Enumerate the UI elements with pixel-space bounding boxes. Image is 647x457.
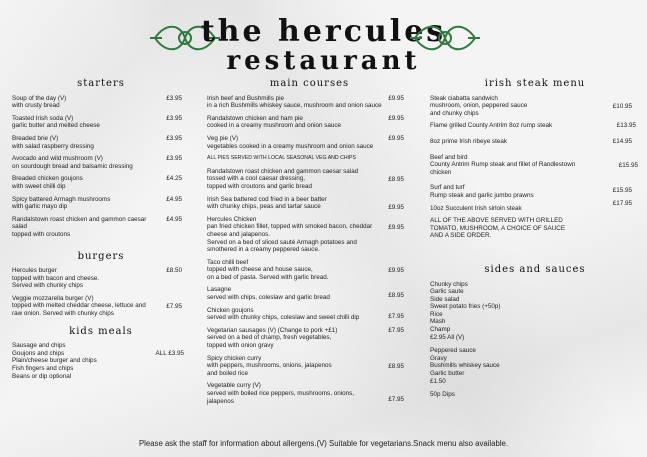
burgers-list — [12, 267, 190, 318]
main-courses-list — [207, 95, 412, 406]
restaurant-title-line1: the hercules — [200, 14, 447, 49]
starters-list — [12, 95, 190, 239]
menu-header — [0, 0, 647, 80]
starters-heading: starters — [77, 78, 125, 89]
right-column — [430, 80, 640, 405]
item-price: £8.95 — [388, 292, 404, 300]
item-price: £10.95 — [612, 102, 632, 110]
item-text: 10oz Succulent Irish sirloin steak — [430, 204, 522, 212]
item-price: £7.95 — [388, 312, 404, 320]
item-price: £3.95 — [166, 134, 182, 142]
menu-item — [207, 327, 412, 350]
item-text: Breaded brie (V) with salad raspberry dressing — [12, 134, 94, 150]
menu-item — [207, 286, 412, 301]
menu-item — [430, 95, 640, 118]
menu-item — [430, 138, 640, 146]
item-price: £3.95 — [166, 114, 182, 122]
menu-item — [12, 267, 190, 290]
item-text: Chicken goujons served with chunky chips, coleslaw and sweet chilli dip — [207, 306, 360, 322]
item-price: £14.95 — [612, 137, 632, 145]
item-text: Randalstown roast chicken and gammon caesar salad topped with croutons — [12, 215, 147, 238]
steak-list — [430, 95, 640, 213]
item-price: £9.95 — [388, 134, 404, 142]
allergen-footer: Please ask the staff for information about allergens.(V) Suitable for vegetarians.Snack menu also available. — [138, 439, 509, 448]
item-price: £7.95 — [388, 396, 404, 404]
menu-item — [207, 168, 412, 191]
item-price: £4.25 — [166, 175, 182, 183]
menu-item — [12, 196, 190, 211]
item-price: £9.95 — [388, 94, 404, 102]
celtic-knot-right-icon — [410, 18, 480, 58]
item-text: Irish Sea battered cod fried in a beer batter with chunky chips, peas and tartar sauce — [207, 195, 327, 211]
item-price: £4.95 — [166, 195, 182, 203]
menu-item — [207, 307, 412, 322]
item-text: Flame grilled County Antrim 8oz rump steak — [430, 122, 553, 130]
item-text: ALL PIES SERVED WITH LOCAL SEASONAL VEG AND CHIPS — [207, 155, 356, 162]
item-text: Soup of the day (V) with crusty bread — [12, 94, 67, 110]
item-text: Vegetable curry (V) served with boiled rice peppers, mushrooms, onions, jalapenos — [207, 382, 354, 405]
menu-item — [207, 382, 412, 405]
menu-item — [207, 259, 412, 282]
menu-item — [12, 175, 190, 190]
item-text: Beef and bird County Antrim Rump steak and fillet of Randlestown chicken — [430, 153, 576, 176]
menu-item — [207, 216, 412, 254]
item-text: Toasted Irish soda (V) garlic butter and melted cheese — [12, 114, 100, 130]
item-text: Surf and turf Rump steak and garlic jumbo prawns — [430, 184, 534, 199]
item-price: £9.95 — [388, 266, 404, 274]
menu-item — [207, 95, 412, 110]
steak-menu-heading: irish steak menu — [484, 78, 586, 89]
item-price: £3.95 — [166, 155, 182, 163]
item-text: Breaded chicken goujons with sweet chilli dip — [12, 175, 83, 190]
item-text: Randalstown roast chicken and gammon caesar salad tossed with a cool caesar dressing, topped with croutons and garlic bread — [207, 167, 359, 190]
menu-item — [430, 122, 640, 130]
sides-heading: sides and sauces — [484, 263, 586, 275]
menu-item — [430, 154, 640, 177]
item-price: £7.95 — [166, 302, 182, 310]
kids-meals-list: Sausage and chips Goujons and chips Plain/cheese burger and chips Fish fingers and chips Beans or dip optional — [12, 342, 97, 380]
pies-note — [207, 155, 412, 163]
item-price: £13.95 — [616, 122, 636, 130]
item-price: £9.95 — [388, 223, 404, 231]
item-text: Veggie mozzarella burger (V) topped with melted cheddar cheese, lettuce and raw onion. Served with chunky chips — [12, 294, 146, 318]
kids-meals-heading: kids meals — [69, 325, 133, 337]
kids-meals-price: ALL £3.95 — [155, 350, 184, 358]
item-price: £15.95 — [618, 161, 638, 169]
item-price: £8.95 — [388, 175, 404, 183]
item-text: 8oz prime Irish ribeye steak — [430, 137, 507, 145]
item-text: Veg pie (V) vegetables cooked in a creamy mushroom and onion sauce — [207, 134, 374, 150]
left-column — [12, 80, 190, 385]
item-text: Hercules burger topped with bacon and cheese. Served with chunky chips — [12, 267, 100, 290]
item-text: Randalstown chicken and ham pie cooked in a creamy mushroom and onion sauce — [207, 114, 342, 130]
item-price: £8.95 — [388, 362, 404, 370]
menu-item — [12, 295, 190, 318]
menu-item — [207, 196, 412, 211]
item-price: £4.95 — [166, 215, 182, 223]
item-text: Spicy chicken curry with peppers, mushrooms, onions, jalapenos and boiled rice — [207, 354, 332, 377]
item-text: Hercules Chicken pan fried chicken fillet, topped with smoked bacon, cheddar cheese and jalapenos. Served on a bed of sliced sauté Armagh potatoes and smothered in a creamy peppered sauce. — [207, 215, 373, 254]
main-courses-heading: main courses — [269, 78, 350, 89]
item-price: £9.95 — [388, 114, 404, 122]
item-price: £9.95 — [388, 203, 404, 211]
menu-item — [207, 135, 412, 150]
steak-served-note: ALL OF THE ABOVE SERVED WITH GRILLED TOMATO, MUSHROOM, A CHOICE OF SAUCE AND A SIDE ORDER. — [430, 217, 566, 240]
menu-item — [12, 135, 190, 150]
item-text: Vegetarian sausages (V) (Change to pork +£1) served on a bed of champ, fresh vegetables, topped with onion gravy — [207, 326, 338, 350]
item-price: £15.95 £17.95 — [612, 187, 632, 208]
burgers-heading: burgers — [77, 250, 125, 262]
menu-item — [207, 355, 412, 378]
menu-item — [207, 115, 412, 130]
item-text: Taco chilli beef topped with cheese and house sauce, on a bed of pasta. Served with garlic bread. — [207, 258, 329, 281]
item-text: Spicy battered Armagh mushrooms with garlic mayo dip — [12, 195, 111, 211]
dips-price: 50p Dips — [430, 391, 455, 399]
item-price: £7.95 — [388, 326, 404, 334]
item-text: Lasagne served with chips, coleslaw and garlic bread — [207, 286, 330, 302]
menu-item — [430, 205, 640, 213]
sauces-list: Peppered sauce Gravy Bushmills whiskey sauce Garlic butter £1.50 — [430, 347, 500, 385]
item-text: Avocado and wild mushroom (V) on sourdough bread and balsamic dressing — [12, 155, 133, 170]
item-text: Irish beef and Bushmills pie in a rich Bushmills whiskey sauce, mushroom and onion sauce — [207, 94, 382, 110]
menu-item — [12, 216, 190, 239]
middle-column — [207, 80, 412, 410]
item-price: £8.50 — [166, 267, 182, 275]
menu-item — [12, 155, 190, 170]
menu-item — [12, 95, 190, 110]
item-text: Steak ciabatta sandwich mushroom, onion, peppered sauce and chunky chips — [430, 94, 528, 117]
restaurant-title-line2: restaurant — [226, 46, 421, 76]
menu-item — [12, 115, 190, 130]
kids-meals-block — [12, 342, 190, 380]
sides-list: Chunky chips Garlic saute Side salad Sweet potato fries (+50p) Rice Mash Champ £2.95 All (V) — [430, 280, 501, 341]
item-price: £3.95 — [166, 94, 182, 102]
